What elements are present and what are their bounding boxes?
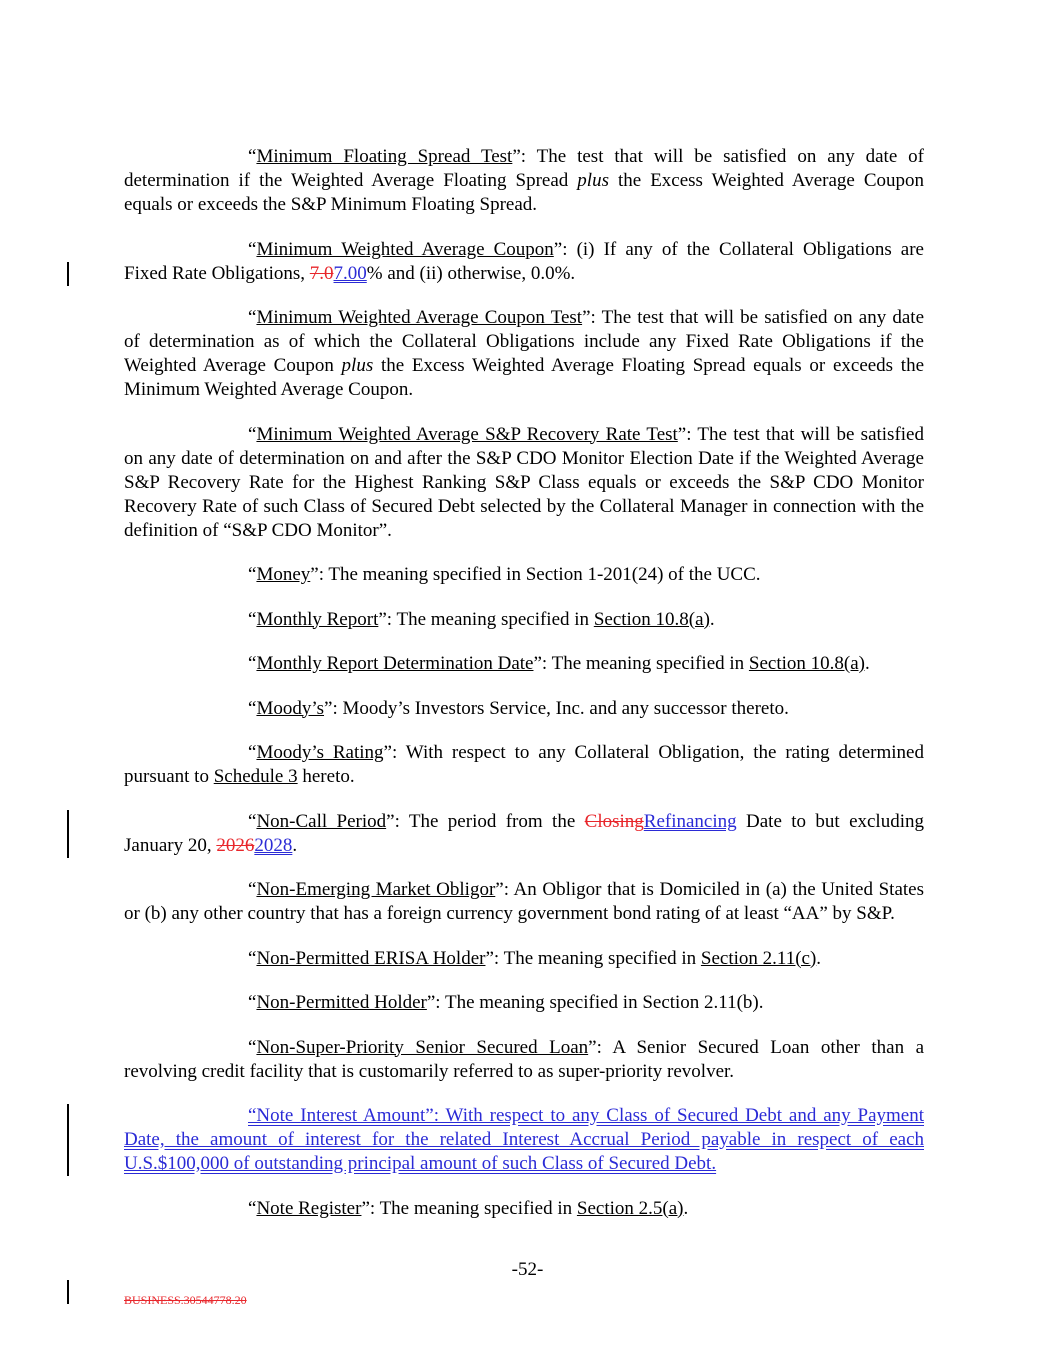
defined-term: Non-Super-Priority Senior Secured Loan — [256, 1036, 589, 1058]
text: ”: The meaning specified in Section 1-201(24) of the UCC. — [310, 564, 761, 585]
text: “ — [248, 423, 257, 445]
definition-paragraph — [124, 1104, 924, 1176]
inserted-text: “Note Interest Amount”: With respect to any Class of Secured Debt and any Payment Date, the amount of interest for the related Interest Accrual Period payable in respect of each U.S.$100,000 of outstanding principal amount of such Class of Secured Debt. — [124, 1105, 924, 1174]
text: “ — [248, 608, 257, 630]
text: ”: The period from the — [386, 810, 585, 832]
definition-paragraph — [124, 306, 924, 402]
text: ”: An Obligor that is Domiciled in (a) the United States or (b) any other country that has a foreign currency government bond rating of at least “AA” by S&P. — [124, 879, 924, 924]
text: the Excess Weighted Average Coupon equals or exceeds the S&P Minimum Floating Spread. — [124, 170, 924, 215]
text: . — [683, 1197, 689, 1219]
text: ”: The test that will be satisfied on any date of determination on and after the S&P CDO Monitor Election Date if the Weighted Average S&P Recovery Rate for the Highest Ranking S&P Class equals or exceeds the S&P CDO Monitor Recovery Rate of such Class of Secured Debt selected by the Collateral Manager in connection with the definition of “S&P CDO Monitor”. — [124, 423, 924, 541]
inserted-text: 2028 — [254, 834, 293, 856]
definition-paragraph — [124, 1197, 924, 1221]
defined-term: Moody’s Rating — [256, 742, 384, 763]
definition-paragraph — [124, 991, 924, 1015]
defined-term: Minimum Weighted Average Coupon Test — [256, 307, 583, 328]
defined-term: Section 10.8(a) — [748, 653, 865, 674]
text: ”: The test that will be satisfied on any date of determination if the Weighted Average Floating Spread — [124, 146, 924, 191]
defined-term: Non-Emerging Market Obligor — [256, 879, 496, 900]
definition-paragraph — [124, 563, 924, 587]
text: ”: A Senior Secured Loan other than a revolving credit facility that is customarily referred to as super-priority revolver. — [124, 1036, 925, 1082]
change-bar — [67, 262, 69, 286]
definition-paragraph — [124, 238, 924, 286]
change-bar — [67, 810, 69, 858]
text: ”: The meaning specified in — [485, 947, 701, 969]
text: Date to but excluding January 20, — [124, 810, 924, 856]
defined-term: Section 2.11(c) — [700, 947, 817, 969]
definition-paragraph — [124, 878, 924, 926]
text: “ — [248, 879, 257, 900]
defined-term: Non-Permitted Holder — [256, 992, 427, 1013]
defined-term: Schedule 3 — [213, 766, 298, 787]
defined-term: Minimum Weighted Average Coupon — [256, 238, 554, 260]
defined-term: Section 2.5(a) — [576, 1197, 684, 1219]
text: . — [292, 834, 298, 856]
text: . — [709, 608, 715, 630]
defined-term: Non-Permitted ERISA Holder — [256, 947, 486, 969]
text: ”: The meaning specified in — [533, 653, 749, 674]
text: “ — [248, 992, 257, 1013]
defined-term: Moody’s — [256, 697, 325, 719]
text: “ — [248, 238, 257, 260]
definition-paragraph — [124, 652, 924, 676]
text: “ — [248, 653, 257, 674]
page-number: -52- — [511, 1259, 544, 1280]
text: . — [816, 947, 822, 969]
defined-term: Minimum Weighted Average S&P Recovery Rate Test — [256, 423, 678, 445]
text: . — [865, 653, 870, 674]
change-bar — [67, 1280, 69, 1304]
defined-term: Minimum Floating Spread Test — [256, 146, 513, 167]
text: ”: Moody’s Investors Service, Inc. and any successor thereto. — [324, 697, 789, 719]
text: “ — [248, 810, 257, 832]
definition-paragraph — [124, 608, 924, 632]
inserted-text: Refinancing — [643, 810, 737, 832]
text: hereto. — [297, 766, 355, 787]
text: “ — [248, 146, 257, 167]
definition-paragraph — [124, 810, 924, 858]
text: ”: The meaning specified in — [361, 1197, 577, 1219]
deleted-text: Closing — [584, 810, 644, 832]
change-bar — [67, 1104, 69, 1176]
text: “ — [248, 697, 257, 719]
deleted-text: 2026 — [216, 834, 255, 856]
definition-paragraph — [124, 1036, 924, 1084]
definition-paragraph — [124, 145, 924, 217]
definition-paragraph — [124, 741, 924, 789]
deleted-text: 7.0 — [309, 262, 334, 284]
text: “ — [248, 564, 257, 585]
defined-term: Money — [256, 564, 311, 585]
defined-term: Note Register — [256, 1197, 362, 1219]
defined-term: Monthly Report Determination Date — [256, 653, 534, 674]
definition-paragraph — [124, 947, 924, 971]
text: ”: With respect to any Collateral Obligation, the rating determined pursuant to — [124, 742, 924, 787]
document-id-footer: BUSINESS.30544778.20 — [124, 1293, 247, 1307]
text: “ — [248, 1036, 257, 1058]
text: ”: The meaning specified in Section 2.11(b). — [426, 992, 764, 1013]
inserted-text: 7.00 — [333, 262, 367, 284]
text: ”: The test that will be satisfied on any date of determination as of which the Collateral Obligations include any Fixed Rate Obligations if the Weighted Average Coupon — [124, 307, 924, 376]
defined-term: Monthly Report — [256, 608, 379, 630]
defined-term: Section 10.8(a) — [593, 608, 710, 630]
definition-paragraph — [124, 423, 924, 543]
italic-text: plus — [577, 170, 609, 191]
defined-term: Non-Call Period — [256, 810, 387, 832]
text: “ — [248, 1197, 257, 1219]
document-body — [124, 145, 924, 1241]
text: % and (ii) otherwise, 0.0%. — [366, 262, 576, 284]
text: “ — [248, 947, 257, 969]
text: “ — [248, 307, 257, 328]
italic-text: plus — [341, 355, 374, 376]
text: the Excess Weighted Average Floating Spread equals or exceeds the Minimum Weighted Average Coupon. — [124, 355, 925, 400]
text: ”: (i) If any of the Collateral Obligations are Fixed Rate Obligations, — [124, 238, 924, 284]
text: “ — [248, 742, 257, 763]
definition-paragraph — [124, 697, 924, 721]
text: ”: The meaning specified in — [378, 608, 594, 630]
